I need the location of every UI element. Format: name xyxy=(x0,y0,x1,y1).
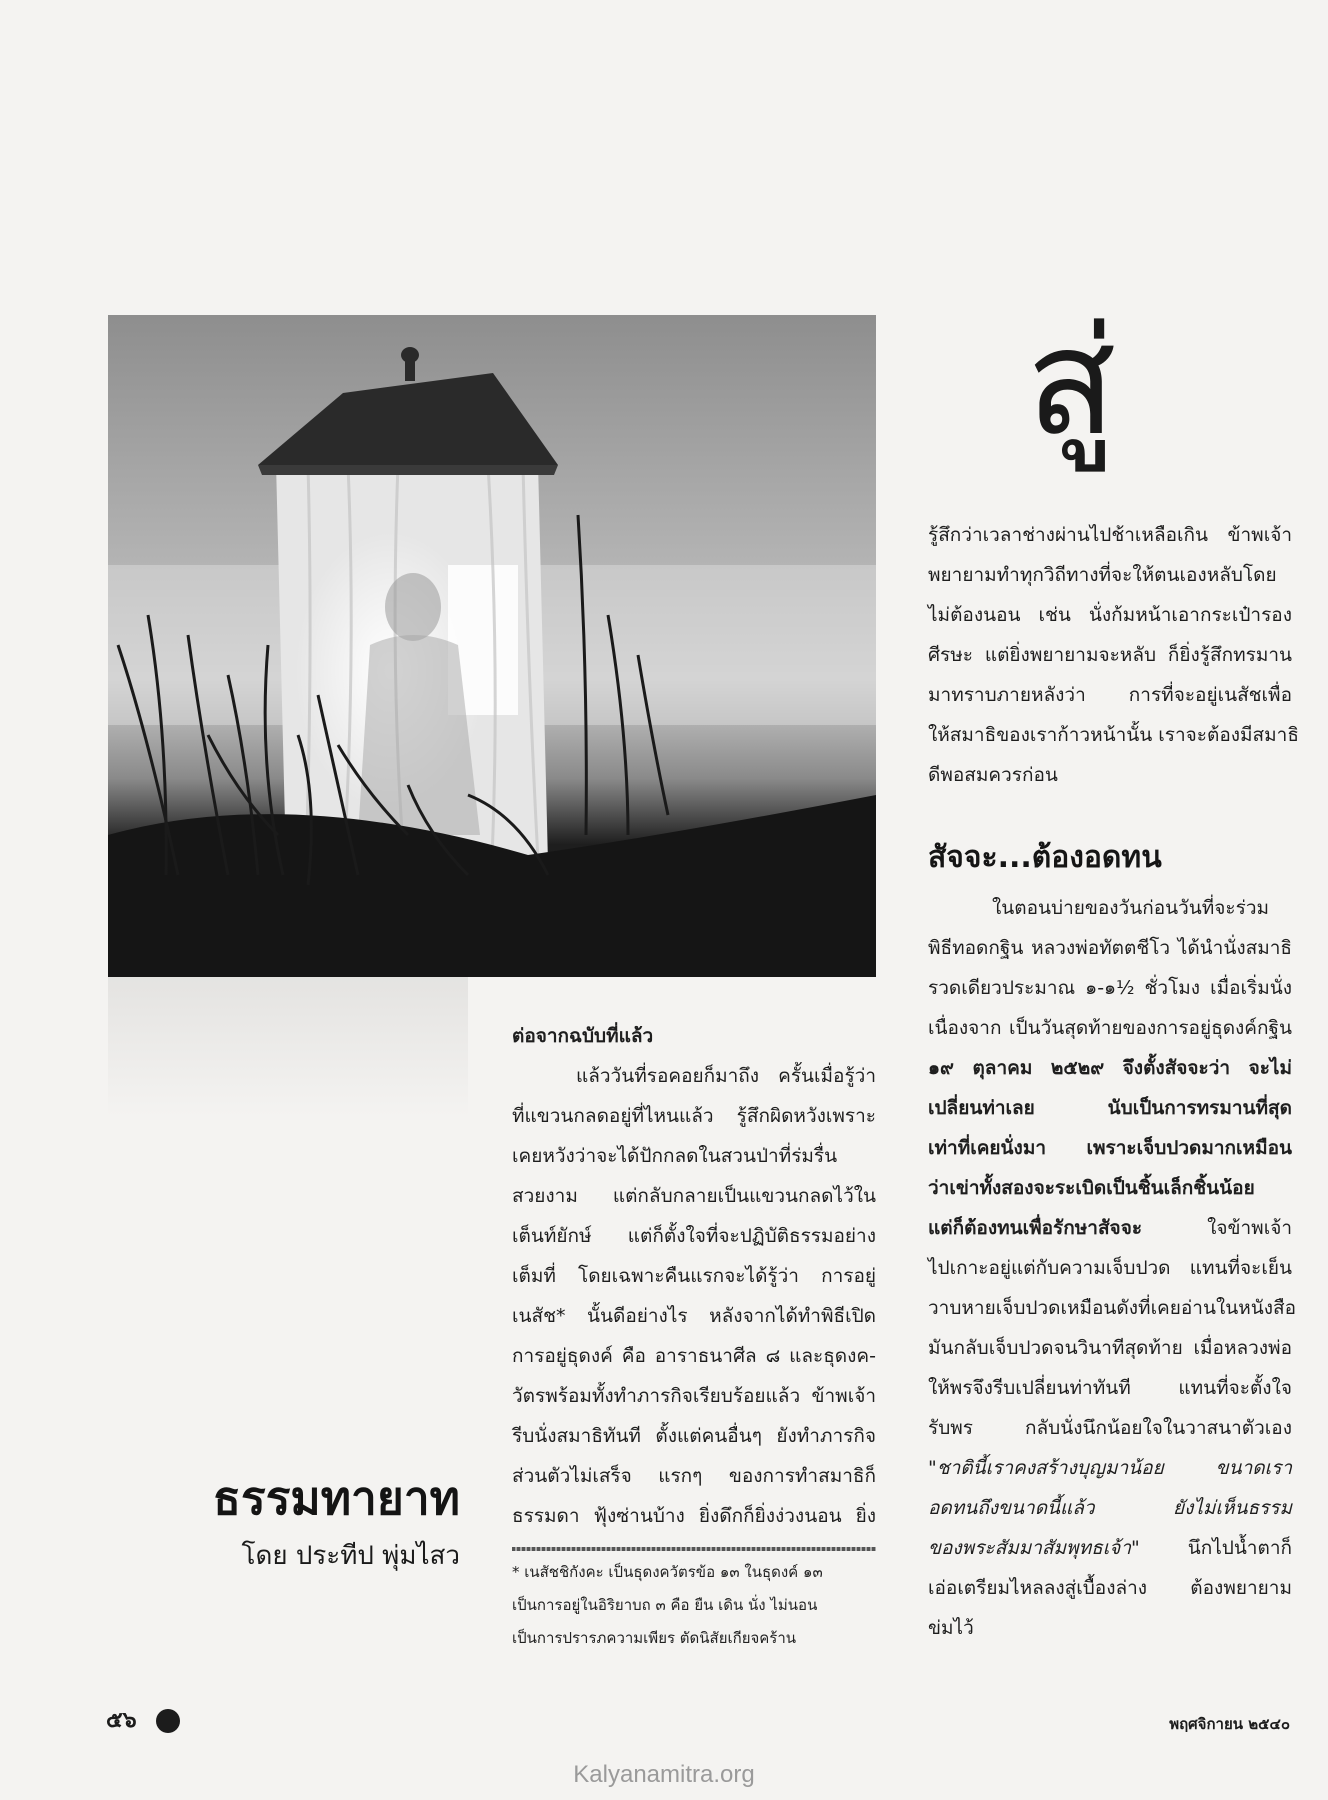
byline: โดย ประทีป พุ่มไสว xyxy=(241,1541,460,1571)
photo-monk-meditating-in-umbrella-tent xyxy=(108,315,876,977)
text-line: พิธีทอดกฐิน หลวงพ่อทัตตชีโว ได้นำนั่งสมาธิ xyxy=(928,937,1292,959)
text-line: เต็มที่ โดยเฉพาะคืนแรกจะได้รู้ว่า การอยู่ xyxy=(512,1265,876,1287)
text-line: อดทนถึงขนาดนี้แล้ว ยังไม่เห็นธรรม xyxy=(928,1497,1292,1519)
page-number: ๕๖ xyxy=(106,1708,137,1733)
text-line: รับพร กลับนั่งนึกน้อยใจในวาสนาตัวเอง xyxy=(928,1417,1292,1439)
watermark: Kalyanamitra.org xyxy=(573,1761,755,1788)
text-line: พยายามทำทุกวิถีทางที่จะให้ตนเองหลับโดย xyxy=(928,564,1277,586)
text-line: ไปเกาะอยู่แต่กับความเจ็บปวด แทนที่จะเย็น xyxy=(928,1257,1292,1279)
text-line: สวยงาม แต่กลับกลายเป็นแขวนกลดไว้ใน xyxy=(512,1185,876,1207)
text-line: เต็นท์ยักษ์ แต่ก็ตั้งใจที่จะปฏิบัติธรรมอย่าง xyxy=(512,1225,876,1247)
text-line: ให้สมาธิของเราก้าวหน้านั้น เราจะต้องมีสมาธิ xyxy=(928,724,1299,746)
text-fragment: นึกไปน้ำตาก็ xyxy=(1139,1537,1292,1559)
text-line: เคยหวังว่าจะได้ปักกลดในสวนป่าที่ร่มรื่น xyxy=(512,1145,838,1167)
text-line: มันกลับเจ็บปวดจนวินาทีสุดท้าย เมื่อหลวงพ่อ xyxy=(928,1337,1292,1359)
text-line: วัตรพร้อมทั้งทำภารกิจเรียบร้อยแล้ว ข้าพเจ้า xyxy=(512,1385,876,1407)
text-line: รวดเดียวประมาณ ๑-๑½ ชั่วโมง เมื่อเริ่มนั่ง xyxy=(928,977,1292,999)
text-line: ดีพอสมควรก่อน xyxy=(928,764,1058,786)
footnote-line: เป็นการอยู่ในอิริยาบถ ๓ คือ ยืน เดิน นั่ง ไม่นอน xyxy=(512,1596,818,1614)
text-line xyxy=(928,1528,1292,1568)
right-column-intro xyxy=(928,515,1299,795)
text-line: รีบนั่งสมาธิทันที ตั้งแต่คนอื่นๆ ยังทำภารกิจ xyxy=(512,1425,876,1447)
footnote-divider xyxy=(512,1547,876,1551)
text-line: เนื่องจาก เป็นวันสุดท้ายของการอยู่ธุดงค์กฐิน xyxy=(928,1017,1292,1039)
right-column-main xyxy=(928,888,1297,1648)
text-line: ธรรมดา ฟุ้งซ่านบ้าง ยิ่งดึกก็ยิ่งง่วงนอน ยิ่ง xyxy=(512,1505,876,1527)
text-line: ส่วนตัวไม่เสร็จ แรกๆ ของการทำสมาธิก็ xyxy=(512,1465,876,1487)
photo-fade xyxy=(108,977,468,1117)
text-line: การอยู่ธุดงค์ คือ อาราธนาศีล ๘ และธุดงค- xyxy=(512,1345,876,1367)
column-title: ธรรมทายาท xyxy=(212,1471,460,1525)
text-fragment: แต่ก็ต้องทนเพื่อรักษาสัจจะ xyxy=(928,1217,1143,1239)
text-fragment: ของพระสัมมาสัมพุทธเจ้า" xyxy=(928,1537,1140,1559)
text-line: "ชาตินี้เราคงสร้างบุญมาน้อย ขนาดเรา xyxy=(928,1457,1292,1479)
continued-label: ต่อจากฉบับที่แล้ว xyxy=(512,1025,654,1047)
text-line: เอ่อเตรียมไหลลงสู่เบื้องล่าง ต้องพยายาม xyxy=(928,1577,1292,1599)
text-line: แล้ววันที่รอคอยก็มาถึง ครั้นเมื่อรู้ว่า xyxy=(576,1065,876,1087)
issue-date: พฤศจิกายน ๒๕๔๐ xyxy=(1169,1715,1290,1733)
text-fragment: ใจข้าพเจ้า xyxy=(1142,1217,1292,1239)
footnote-line: เป็นการปรารภความเพียร ตัดนิสัยเกียจคร้าน xyxy=(512,1629,797,1647)
text-line: เท่าที่เคยนั่งมา เพราะเจ็บปวดมากเหมือน xyxy=(928,1137,1292,1159)
text-line: ให้พรจึงรีบเปลี่ยนท่าทันที แทนที่จะตั้งใจ xyxy=(928,1377,1292,1399)
footnote-line: * เนสัชชิกังคะ เป็นธุดงควัตรข้อ ๑๓ ในธุดงค์ ๑๓ xyxy=(512,1563,823,1581)
text-line: เปลี่ยนท่าเลย นับเป็นการทรมานที่สุด xyxy=(928,1097,1292,1119)
drop-character: สู่ xyxy=(1026,296,1117,468)
text-line: ข่มไว้ xyxy=(928,1617,974,1639)
text-line: ว่าเข่าทั้งสองจะระเบิดเป็นชิ้นเล็กชิ้นน้อย xyxy=(928,1177,1255,1199)
text-line: ๑๙ ตุลาคม ๒๕๒๙ จึงตั้งสัจจะว่า จะไม่ xyxy=(928,1057,1292,1079)
text-line: มาทราบภายหลังว่า การที่จะอยู่เนสัชเพื่อ xyxy=(928,684,1292,706)
text-line: ศีรษะ แต่ยิ่งพยายามจะหลับ ก็ยิ่งรู้สึกทรมาน xyxy=(928,644,1292,666)
middle-column xyxy=(512,1016,876,1536)
section-heading: สัจจะ...ต้องอดทน xyxy=(928,840,1162,875)
page-marker-dot xyxy=(156,1709,180,1733)
footnote xyxy=(512,1556,876,1655)
text-line: ไม่ต้องนอน เช่น นั่งก้มหน้าเอากระเป๋ารอง xyxy=(928,604,1292,626)
text-line: ที่แขวนกลดอยู่ที่ไหนแล้ว รู้สึกผิดหวังเพราะ xyxy=(512,1105,876,1127)
text-line: วาบหายเจ็บปวดเหมือนดังที่เคยอ่านในหนังสือ xyxy=(928,1297,1297,1319)
text-line xyxy=(928,1208,1292,1248)
text-line: รู้สึกว่าเวลาช่างผ่านไปช้าเหลือเกิน ข้าพเจ้า xyxy=(928,524,1292,546)
text-line: ในตอนบ่ายของวันก่อนวันที่จะร่วม xyxy=(992,897,1270,919)
text-line: เนสัช* นั้นดีอย่างไร หลังจากได้ทำพิธีเปิด xyxy=(512,1305,876,1327)
